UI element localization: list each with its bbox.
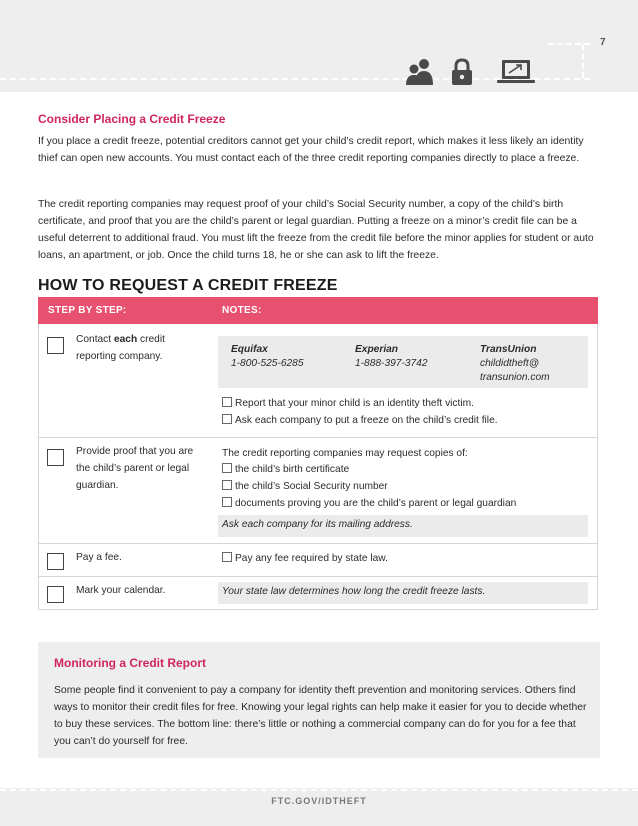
row-divider (38, 543, 598, 544)
note-item (222, 551, 388, 567)
step-text: Pay a fee. (76, 552, 122, 563)
note-text: Pay any fee required by state law. (235, 553, 388, 564)
note-intro: The credit reporting companies may request copies of: (222, 448, 468, 459)
step-checkbox[interactable] (47, 337, 64, 354)
step-text: Provide proof that you are the child’s parent or legal guardian. (76, 446, 194, 491)
section-title: Monitoring a Credit Report (54, 656, 206, 670)
step-text-part: credit reporting company. (76, 334, 165, 362)
note-item (222, 479, 388, 495)
paragraph: If you place a credit freeze, potential creditors cannot get your child’s credit report, which makes it less likely an identity thief can open new accounts. You must contact each of the three credit reporting companies directly to place a freeze. (38, 136, 584, 164)
checkbox-icon (222, 414, 232, 424)
checkbox-icon (222, 497, 232, 507)
footer-url: FTC.GOV/IDTHEFT (271, 796, 367, 806)
note-text: Ask each company to put a freeze on the child’s credit file. (235, 415, 498, 426)
column-header: NOTES: (222, 305, 262, 316)
step-checkbox[interactable] (47, 449, 64, 466)
highlight-text: Your state law determines how long the credit freeze lasts. (222, 586, 486, 597)
note-item (222, 396, 474, 412)
step-text-emphasis: each (113, 334, 138, 345)
agency-transunion (480, 343, 580, 385)
people-icon (404, 58, 436, 86)
laptop-icon (496, 58, 536, 86)
note-text: the child’s Social Security number (235, 481, 388, 492)
agency-name: Experian (355, 344, 399, 355)
step-text-part: Contact (76, 334, 114, 345)
agency-name: Equifax (231, 344, 268, 355)
dashed-divider (582, 44, 584, 78)
step-text (76, 331, 206, 365)
dashed-divider (0, 789, 638, 791)
note-item (222, 462, 349, 478)
checkbox-icon (222, 552, 232, 562)
agency-equifax (231, 343, 304, 371)
agency-name: TransUnion (480, 344, 537, 355)
step-checkbox[interactable] (47, 553, 64, 570)
checkbox-icon (222, 463, 232, 473)
padlock-icon (450, 58, 474, 86)
step-text: Mark your calendar. (76, 585, 166, 596)
note-text: documents proving you are the child’s parent or legal guardian (235, 498, 517, 509)
row-divider (38, 576, 598, 577)
highlight-note (218, 582, 588, 604)
table-header (38, 297, 598, 324)
monitoring-box (38, 642, 600, 758)
section-title: Consider Placing a Credit Freeze (38, 112, 226, 126)
footer-band (0, 788, 638, 826)
note-text: the child’s birth certificate (235, 464, 350, 475)
agency-contacts (218, 336, 588, 388)
row-divider (38, 437, 598, 438)
steps-table (38, 297, 598, 610)
highlight-note (218, 515, 588, 537)
step-checkbox[interactable] (47, 586, 64, 603)
note-item (222, 413, 498, 429)
checkbox-icon (222, 480, 232, 490)
highlight-text: Ask each company for its mailing address. (222, 519, 413, 530)
page-title: HOW TO REQUEST A CREDIT FREEZE (38, 277, 338, 294)
paragraph: Some people find it convenient to pay a company for identity theft prevention and monitoring services. Others find ways to monitor their credit files for free. Knowing your legal rights can help make it easier for you to decide whether to buy these services. The bottom line: there’s little or nothing a commercial company can do for you for a fee that you can’t do yourself for free. (54, 685, 587, 747)
note-text: Report that your minor child is an identity theft victim. (235, 398, 474, 409)
paragraph: The credit reporting companies may request proof of your child’s Social Security number, a copy of the child’s birth certificate, and proof that you are the child’s parent or legal guardian. Putting a freeze on a minor’s credit file can be a useful deterrent to additional fraud. You must lift the freeze from the credit file before the minor applies for student or auto loans, an apartment, or job. Once the child turns 18, he or she can ask to lift the freeze. (38, 199, 594, 261)
note-item (222, 496, 516, 512)
agency-phone: 1-888-397-3742 (355, 358, 428, 369)
agency-experian (355, 343, 428, 371)
agency-phone: 1-800-525-6285 (231, 358, 304, 369)
agency-email: childidtheft@ transunion.com (480, 358, 550, 383)
checkbox-icon (222, 397, 232, 407)
column-header: STEP BY STEP: (48, 305, 127, 316)
page-number: 7 (600, 37, 606, 48)
